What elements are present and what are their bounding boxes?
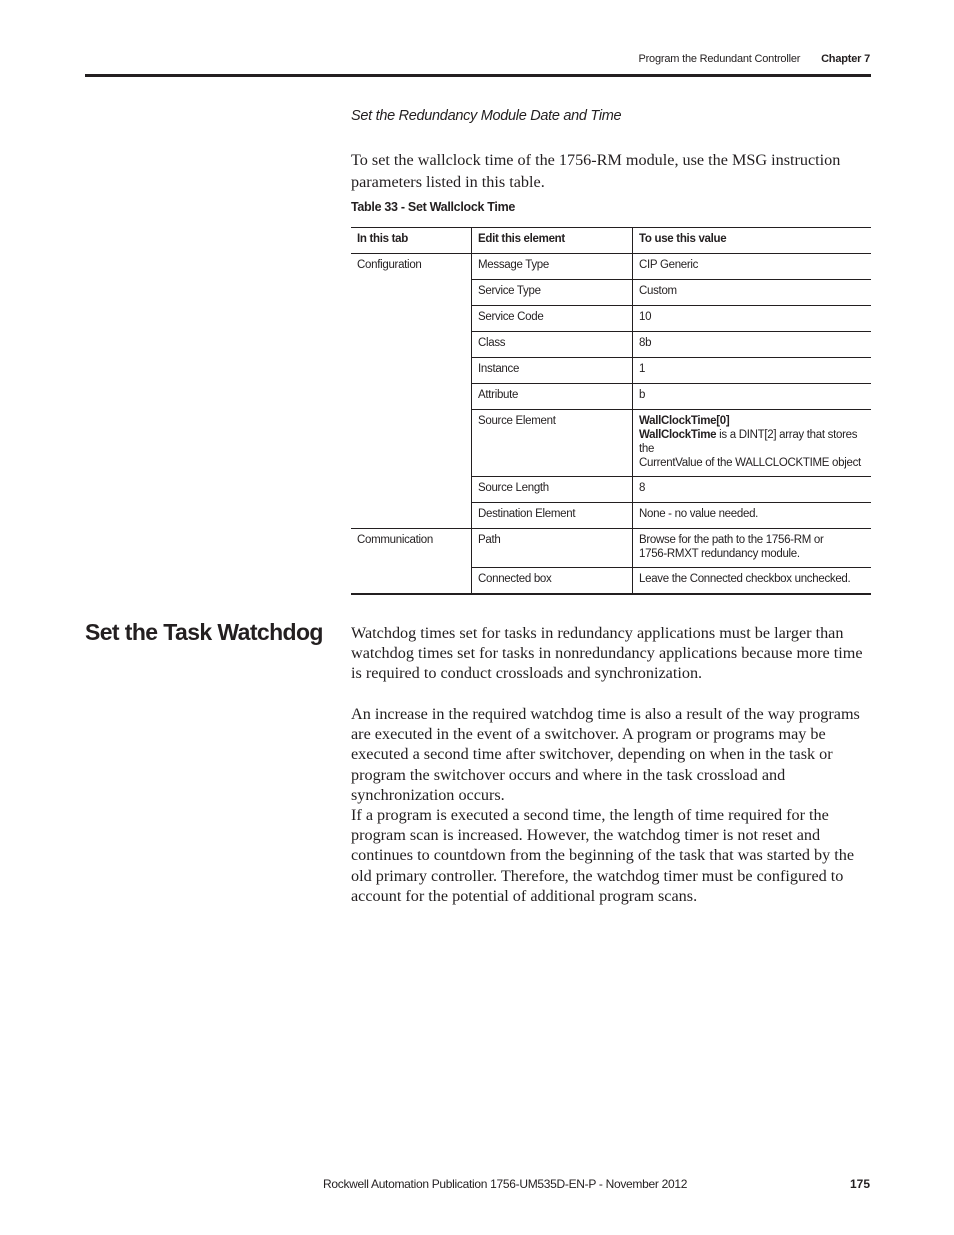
table-row	[351, 254, 871, 280]
table-row	[351, 384, 871, 410]
element-cell: Instance	[472, 358, 633, 384]
table-row	[351, 358, 871, 384]
footer-publication: Rockwell Automation Publication 1756-UM535D-EN-P - November 2012	[323, 1177, 688, 1191]
body-paragraph: Watchdog times set for tasks in redundancy applications must be larger than watchdog times set for tasks in nonredundancy applications because more time is required to conduct crossloads and synchronization.	[351, 624, 863, 683]
column-header-value: To use this value	[633, 228, 872, 254]
element-cell: Destination Element	[472, 503, 633, 529]
table-row	[351, 529, 871, 568]
table-row	[351, 332, 871, 358]
value-cell: 1	[633, 358, 872, 384]
element-cell: Message Type	[472, 254, 633, 280]
column-header-element: Edit this element	[472, 228, 633, 254]
note-term: WallClockTime	[639, 429, 717, 441]
header-section-title: Program the Redundant Controller	[638, 53, 801, 65]
subheading: Set the Redundancy Module Date and Time	[351, 108, 622, 124]
table-header-row	[351, 228, 871, 254]
value-cell: Custom	[633, 280, 872, 306]
table-row	[351, 280, 871, 306]
element-cell: Attribute	[472, 384, 633, 410]
value-cell: b	[633, 384, 872, 410]
table-row	[351, 568, 871, 595]
note-text: is a DINT[2] array that stores the	[639, 429, 858, 455]
running-header	[638, 53, 870, 65]
element-cell: Service Type	[472, 280, 633, 306]
path-value-line2: 1756-RMXT redundancy module.	[639, 548, 800, 560]
body-paragraph: If a program is executed a second time, the length of time required for the program scan is increased. However, the watchdog timer is not reset and continues to countdown from the beginning of the task that was started by the old primary controller. Therefore, the watchdog timer must be configured to account for the potential of additional program scans.	[351, 806, 855, 905]
column-header-tab: In this tab	[351, 228, 472, 254]
page-number: 175	[849, 1177, 870, 1191]
source-element-value: WallClockTime[0]	[639, 415, 730, 427]
table-row	[351, 477, 871, 503]
table-caption: Table 33 - Set Wallclock Time	[351, 200, 516, 214]
body-paragraph: An increase in the required watchdog time is also a result of the way programs are executed in the event of a switchover. A program or programs may be executed a second time after switchover, depending on when in the task or program the switchover occurs and where in the task crossload and synchronization occurs.	[351, 705, 860, 804]
value-cell: 8	[633, 477, 872, 503]
value-cell: Leave the Connected checkbox unchecked.	[633, 568, 872, 595]
element-cell: Class	[472, 332, 633, 358]
element-cell: Path	[472, 529, 633, 568]
element-cell: Source Length	[472, 477, 633, 503]
table-row	[351, 306, 871, 332]
table-row	[351, 503, 871, 529]
element-cell: Source Element	[472, 410, 633, 477]
value-cell-source-element	[633, 410, 872, 477]
element-cell: Service Code	[472, 306, 633, 332]
source-element-note	[639, 428, 865, 456]
source-element-note-line2: CurrentValue of the WALLCLOCKTIME object	[639, 457, 861, 469]
wallclock-table	[351, 227, 871, 595]
tab-cell-configuration: Configuration	[357, 259, 422, 271]
header-rule	[85, 74, 871, 77]
value-cell-path	[633, 529, 872, 568]
tab-cell-communication: Communication	[357, 534, 433, 546]
path-value-line1: Browse for the path to the 1756-RM or	[639, 534, 824, 546]
element-cell: Connected box	[472, 568, 633, 595]
value-cell: None - no value needed.	[633, 503, 872, 529]
value-cell: 8b	[633, 332, 872, 358]
value-cell: 10	[633, 306, 872, 332]
intro-paragraph: To set the wallclock time of the 1756-RM module, use the MSG instruction parameters listed in this table.	[351, 151, 841, 191]
table-row	[351, 410, 871, 477]
section-title: Set the Task Watchdog	[85, 619, 323, 645]
value-cell: CIP Generic	[633, 254, 872, 280]
header-chapter: Chapter 7	[821, 53, 870, 65]
